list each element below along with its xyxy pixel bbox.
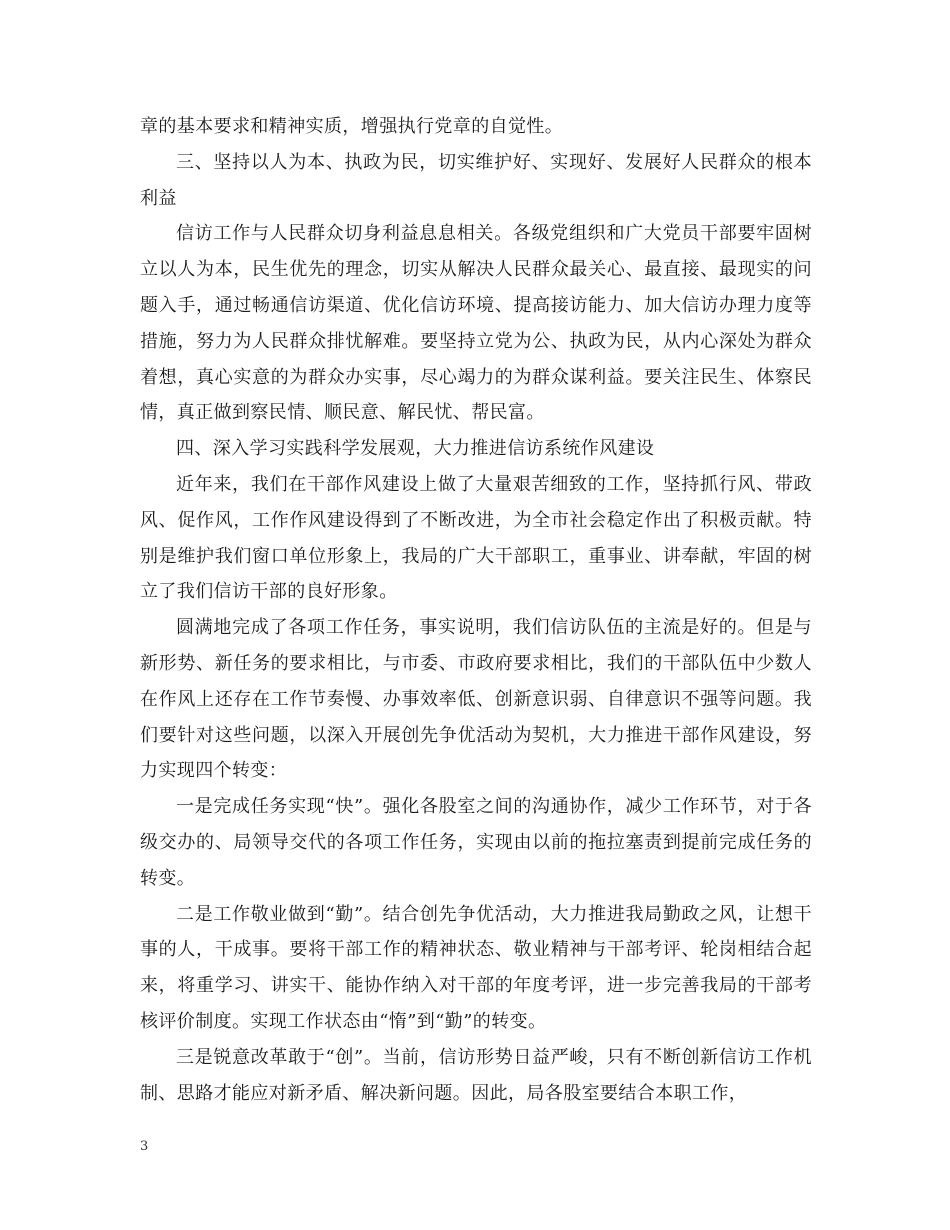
page-number: 3 (140, 1139, 149, 1154)
paragraph-5: 一是完成任务实现“快”。强化各股室之间的沟通协作，减少工作环节，对于各级交办的、局领导交代的各项工作任务，实现由以前的拖拉塞责到提前完成任务的转变。 (140, 796, 812, 889)
paragraph-4: 圆满地完成了各项工作任务，事实说明，我们信访队伍的主流是好的。但是与新形势、新任务的要求相比，与市委、市政府要求相比，我们的干部队伍中少数人在作风上还存在工作节奏慢、办事效率低、创新意识弱、自律意识不强等问题。我们要针对这些问题，以深入开展创先争优活动为契机，大力推进干部作风建设，努力实现四个转变： (140, 617, 812, 782)
paragraph-2: 信访工作与人民群众切身利益息息相关。各级党组织和广大党员干部要牢固树立以人为本，民生优先的理念，切实从解决人民群众最关心、最直接、最现实的问题入手，通过畅通信访渠道、优化信访环境、提高接访能力、加大信访办理力度等措施，努力为人民群众排忧解难。要坚持立党为公、执政为民，从内心深处为群众着想，真心实意的为群众办实事，尽心竭力的为群众谋利益。要关注民生、体察民情，真正做到察民情、顺民意、解民忧、帮民富。 (140, 223, 812, 424)
paragraph-6: 二是工作敬业做到“勤”。结合创先争优活动，大力推进我局勤政之风，让想干事的人，干成事。要将干部工作的精神状态、敬业精神与干部考评、轮岗相结合起来，将重学习、讲实干、能协作纳入对干部的年度考评，进一步完善我局的干部考核评价制度。实现工作状态由“惰”到“勤”的转变。 (140, 903, 812, 1032)
section-heading-3: 三、坚持以人为本、执政为民，切实维护好、实现好、发展好人民群众的根本利益 (140, 151, 812, 209)
paragraph-1: 章的基本要求和精神实质，增强执行党章的自觉性。 (140, 116, 564, 137)
document-body (140, 109, 812, 1111)
section-heading-4: 四、深入学习实践科学发展观，大力推进信访系统作风建设 (176, 438, 655, 460)
paragraph-7: 三是锐意改革敢于“创”。当前，信访形势日益严峻，只有不断创新信访工作机制、思路才能应对新矛盾、解决新问题。因此，局各股室要结合本职工作， (140, 1046, 812, 1104)
paragraph-3: 近年来，我们在干部作风建设上做了大量艰苦细致的工作，坚持抓行风、带政风、促作风，工作作风建设得到了不断改进，为全市社会稳定作出了积极贡献。特别是维护我们窗口单位形象上，我局的广大干部职工，重事业、讲奉献，牢固的树立了我们信访干部的良好形象。 (140, 473, 812, 603)
